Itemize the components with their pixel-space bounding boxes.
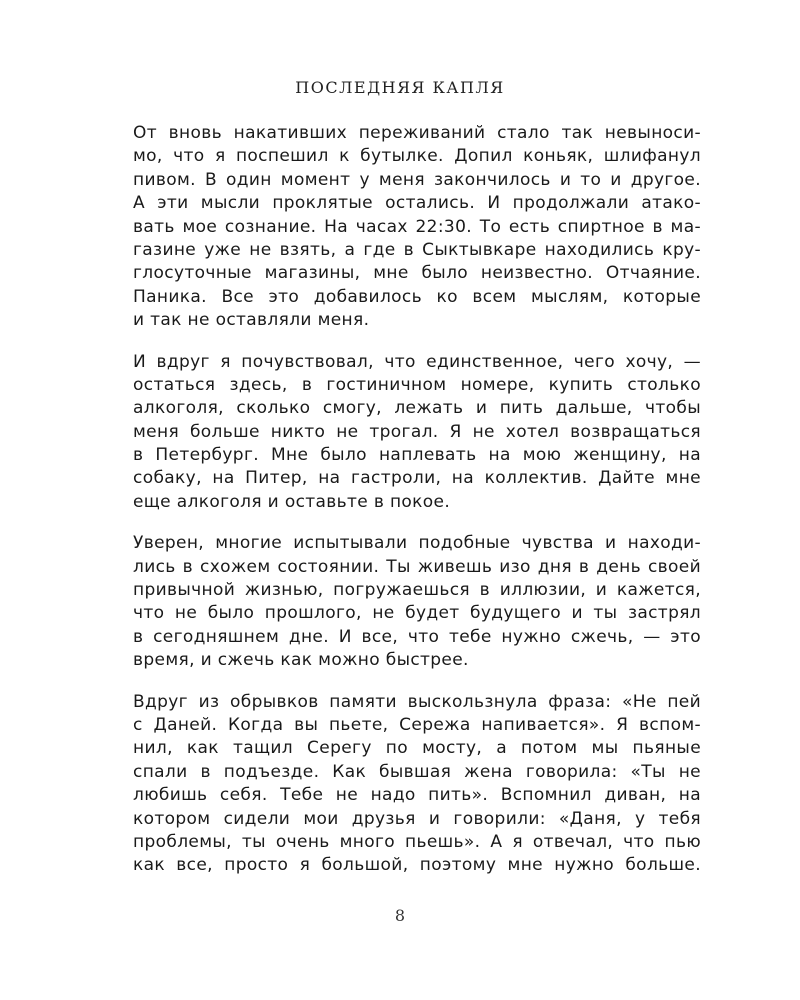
text-line: лись в схожем состоянии. Ты живешь изо дня в день своей bbox=[133, 556, 701, 577]
text-line: нил, как тащил Серегу по мосту, а потом мы пьяные bbox=[133, 738, 701, 759]
text-line: пивом. В один момент у меня закончилось и то и другое. bbox=[133, 169, 701, 190]
text-line: в Петербург. Мне было наплевать на мою женщину, на bbox=[133, 445, 701, 466]
paragraph-1 bbox=[133, 122, 701, 333]
text-line: Паника. Все это добавилось ко всем мыслям, которые bbox=[133, 286, 701, 307]
text-line: в сегодняшнем дне. И все, что тебе нужно сжечь, — это bbox=[133, 626, 701, 647]
paragraph-4 bbox=[133, 691, 701, 878]
text-line: как все, просто я большой, поэтому мне нужно больше. bbox=[133, 855, 701, 876]
text-line: остаться здесь, в гостиничном номере, купить столько bbox=[133, 374, 701, 395]
text-line: котором сидели мои друзья и говорили: «Даня, у тебя bbox=[133, 808, 701, 829]
text-line: и так не оставляли меня. bbox=[133, 310, 370, 331]
text-line: меня больше никто не трогал. Я не хотел возвращаться bbox=[133, 421, 701, 442]
text-line: Вдруг из обрывков памяти выскользнула фраза: «Не пей bbox=[133, 691, 701, 712]
paragraph-2 bbox=[133, 351, 701, 515]
text-line: собаку, на Питер, на гастроли, на коллектив. Дайте мне bbox=[133, 468, 701, 489]
page-number: 8 bbox=[394, 906, 406, 925]
text-line: еще алкоголя и оставьте в покое. bbox=[133, 491, 451, 512]
text-line: любишь себя. Тебе не надо пить». Вспомнил диван, на bbox=[133, 785, 701, 806]
text-line: что не было прошлого, не будет будущего и ты застрял bbox=[133, 603, 701, 624]
text-line: проблемы, ты очень много пьешь». А я отвечал, что пью bbox=[133, 831, 701, 852]
text-line: И вдруг я почувствовал, что единственное, чего хочу, — bbox=[133, 351, 701, 372]
running-head: ПОСЛЕДНЯЯ КАПЛЯ bbox=[295, 78, 505, 97]
text-line: Уверен, многие испытывали подобные чувства и находи- bbox=[133, 533, 701, 554]
text-line: мо, что я поспешил к бутылке. Допил коньяк, шлифанул bbox=[133, 146, 701, 167]
text-line: время, и сжечь как можно быстрее. bbox=[133, 650, 469, 671]
text-line: привычной жизнью, погружаешься в иллюзии, и кажется, bbox=[133, 580, 701, 601]
text-line: глосуточные магазины, мне было неизвестно. Отчаяние. bbox=[133, 263, 701, 284]
text-line: От вновь накативших переживаний стало так невыноси- bbox=[133, 123, 701, 143]
text-line: газине уже не взять, а где в Сыктывкаре находились кру- bbox=[133, 239, 701, 260]
text-line: с Даней. Когда вы пьете, Сережа напивается». Я вспом- bbox=[133, 714, 701, 735]
body-text bbox=[133, 122, 701, 896]
paragraph-3 bbox=[133, 532, 701, 672]
text-line: алкоголя, сколько смогу, лежать и пить дальше, чтобы bbox=[133, 398, 701, 419]
text-line: спали в подъезде. Как бывшая жена говорила: «Ты не bbox=[133, 761, 701, 782]
text-line: вать мое сознание. На часах 22:30. То есть спиртное в ма- bbox=[133, 216, 701, 237]
text-line: А эти мысли проклятые остались. И продолжали атако- bbox=[133, 193, 701, 214]
